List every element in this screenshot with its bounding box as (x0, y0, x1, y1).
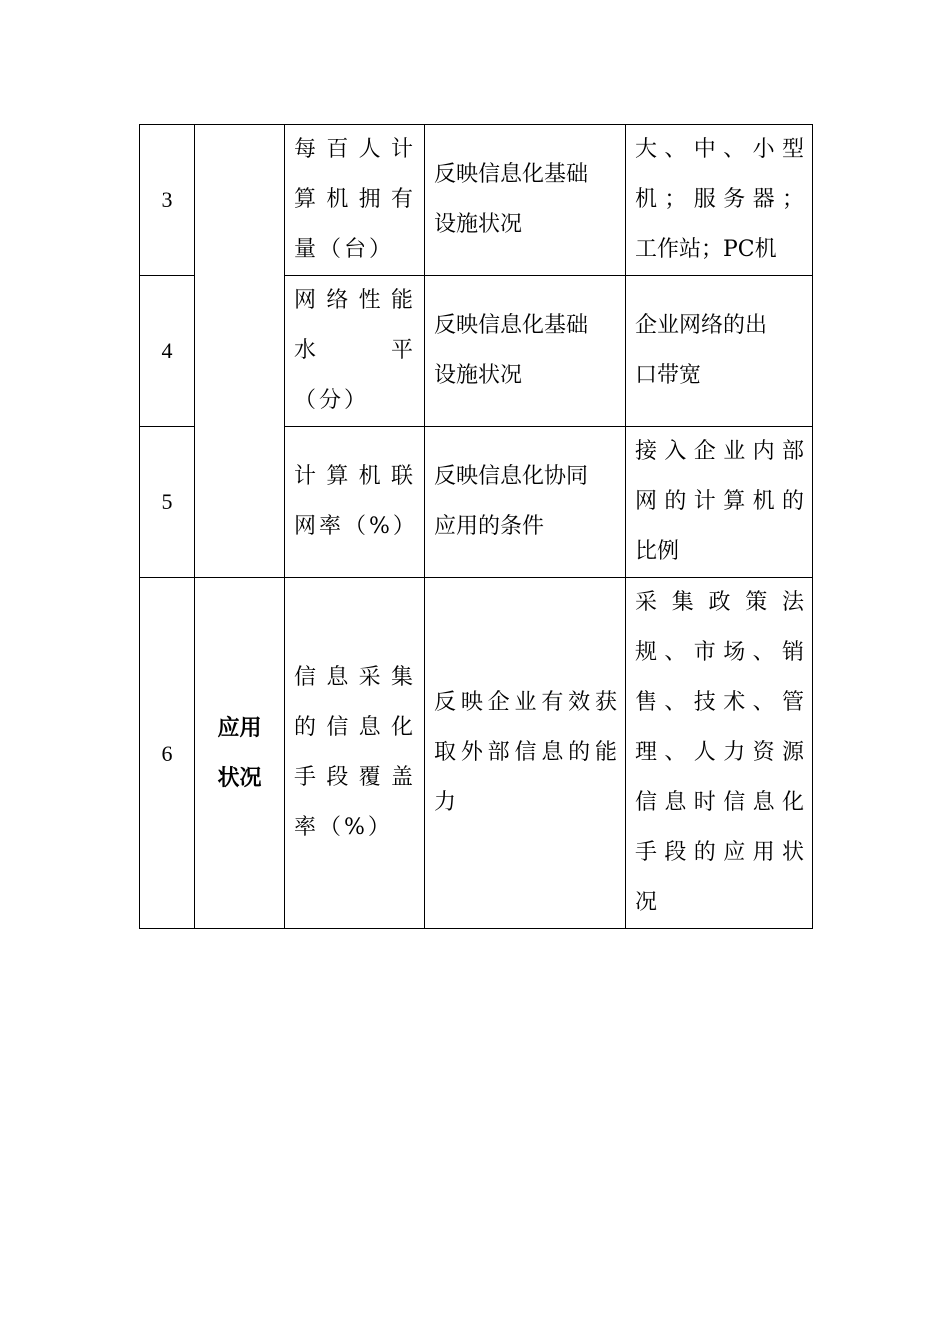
indicator-description (425, 125, 626, 276)
indicator-name-line: 网率（%） (294, 514, 418, 539)
indicator-name-line: 量（台） (294, 237, 395, 262)
note-line: 口带宽 (635, 363, 702, 388)
note-line: 大、中、小型 (635, 137, 804, 162)
note-line: 手段的应用状 (635, 840, 804, 865)
indicator-name-line: 手段覆盖 (294, 765, 416, 790)
description-line: 设施状况 (434, 363, 523, 388)
description-line: 反映企业有效获 (434, 690, 617, 715)
note-line: 售、技术、管 (635, 690, 804, 715)
description-line: 设施状况 (434, 212, 523, 237)
row-number: 4 (140, 276, 195, 427)
indicator-note (626, 578, 813, 929)
table-row (140, 125, 813, 276)
indicator-name-line: 信息采集 (294, 665, 416, 690)
note-line: 比例 (635, 539, 680, 564)
row-number: 3 (140, 125, 195, 276)
description-line: 反映信息化协同 (434, 464, 589, 489)
indicator-name-line: （分） (294, 388, 370, 413)
table-row (140, 578, 813, 929)
indicator-note (626, 427, 813, 578)
indicator-name-line: 算机拥有 (294, 187, 416, 212)
indicator-name (285, 276, 425, 427)
category-label-line: 状况 (217, 766, 262, 791)
note-line: 企业网络的出 (635, 313, 768, 338)
indicator-note (626, 276, 813, 427)
indicator-name-line: 的信息化 (294, 715, 416, 740)
description-line: 应用的条件 (434, 514, 545, 539)
note-line: 理、人力资源 (635, 740, 804, 765)
row-number: 6 (140, 578, 195, 929)
indicator-name (285, 578, 425, 929)
note-line: 工作站；PC机 (635, 237, 777, 262)
description-line: 取外部信息的能 (434, 740, 617, 765)
indicator-description (425, 427, 626, 578)
indicator-description (425, 276, 626, 427)
indicator-name-line: 每百人计 (294, 137, 416, 162)
indicator-name-line: 率（%） (294, 815, 393, 840)
indicator-name-line: 水平 (294, 338, 416, 363)
note-line: 接入企业内部 (635, 439, 804, 464)
indicator-description (425, 578, 626, 929)
description-line: 反映信息化基础 (434, 313, 589, 338)
category-label-line: 应用 (217, 716, 262, 741)
note-line: 规、市场、销 (635, 640, 804, 665)
indicator-note (626, 125, 813, 276)
indicator-name-line: 计算机联 (294, 464, 416, 489)
note-line: 机；服务器； (635, 187, 804, 212)
indicator-name (285, 125, 425, 276)
description-line: 力 (434, 790, 457, 815)
note-line: 信息时信息化 (635, 790, 804, 815)
description-line: 反映信息化基础 (434, 162, 589, 187)
note-line: 网的计算机的 (635, 489, 804, 514)
indicator-name (285, 427, 425, 578)
indicator-table (139, 124, 813, 929)
category-cell-empty (195, 125, 285, 578)
indicator-name-line: 网络性能 (294, 288, 416, 313)
category-cell (195, 578, 285, 929)
row-number: 5 (140, 427, 195, 578)
note-line: 况 (635, 890, 658, 915)
note-line: 采集政策法 (635, 590, 804, 615)
